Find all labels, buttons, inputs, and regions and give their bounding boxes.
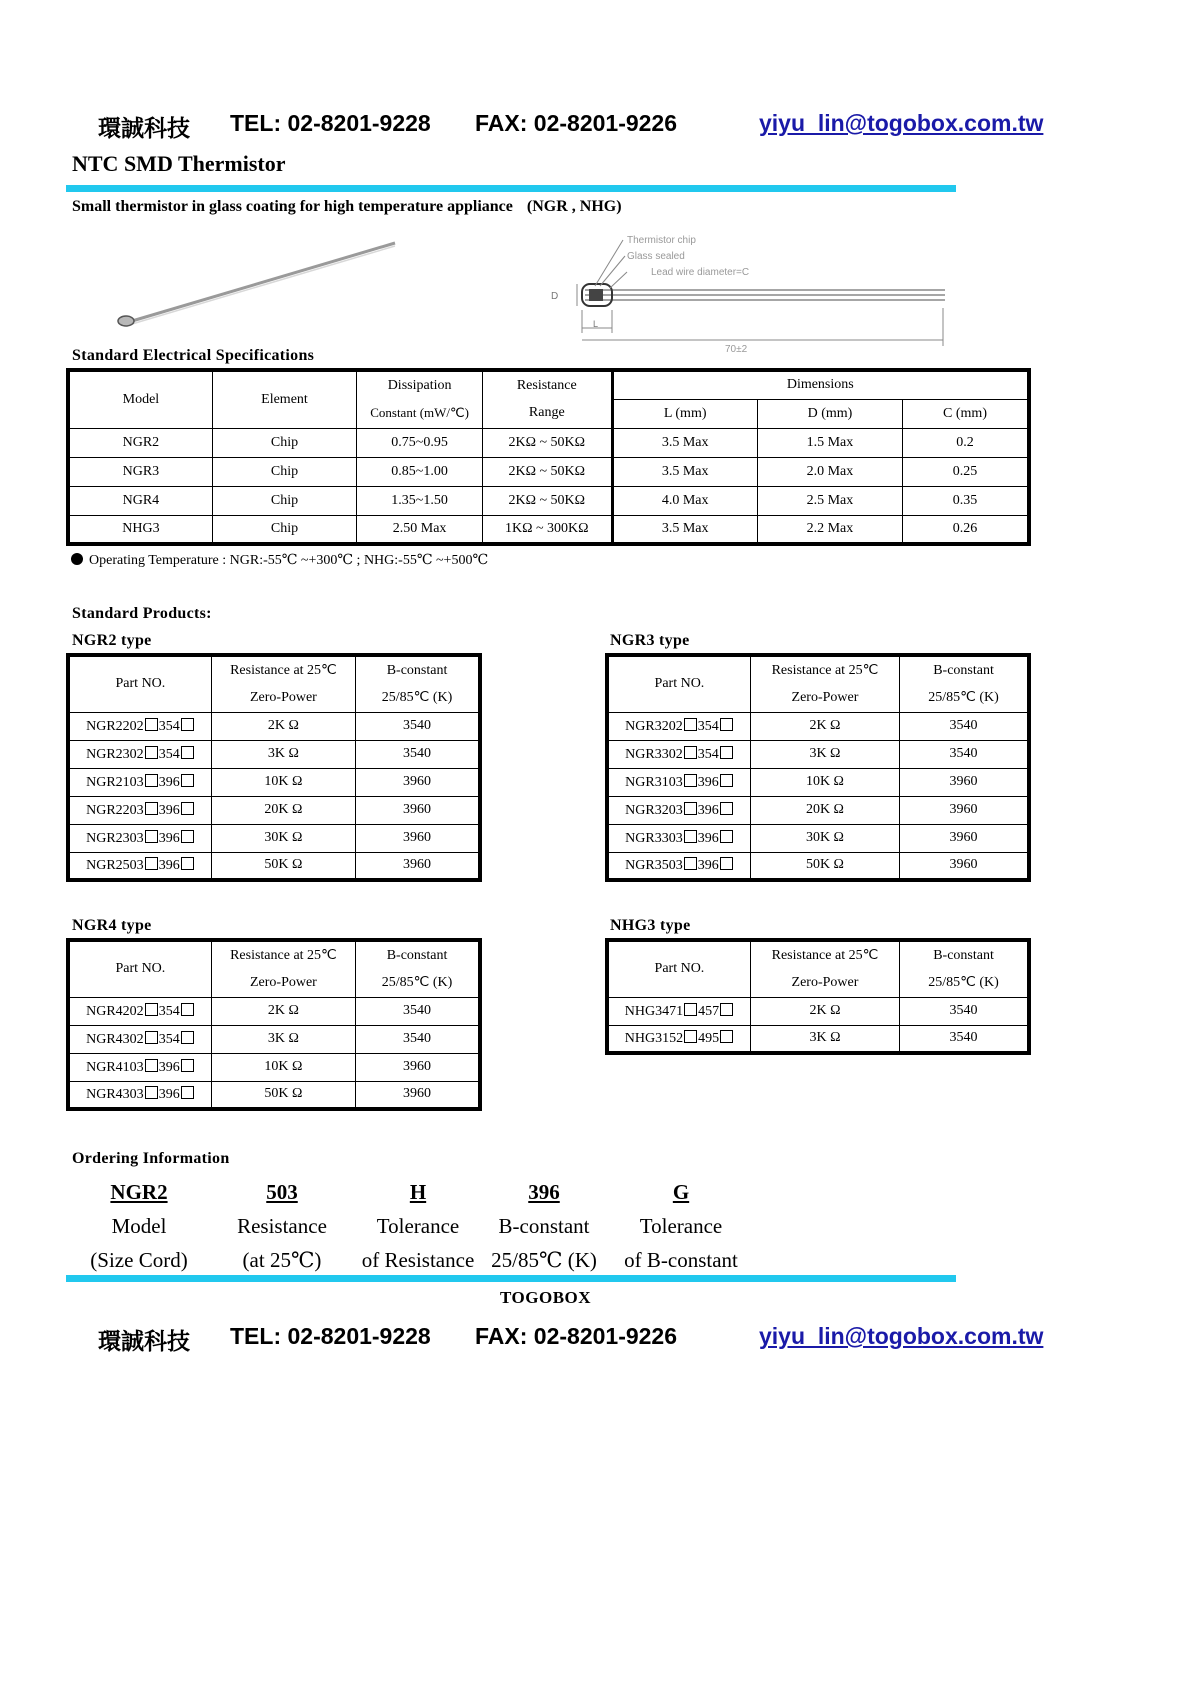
- cell-c: 0.35: [903, 486, 1029, 515]
- cell-resistance: 20K Ω: [211, 796, 355, 824]
- cell-part-no: [607, 796, 750, 824]
- checkbox-icon: [181, 1086, 194, 1099]
- checkbox-icon: [684, 746, 697, 759]
- checkbox-icon: [145, 774, 158, 787]
- checkbox-icon: [720, 802, 733, 815]
- cell-part-no: [607, 1025, 750, 1053]
- company-name-bottom: 環誠科技: [98, 1329, 190, 1355]
- cell-resistance: 10K Ω: [750, 768, 899, 796]
- cell-d: 2.5 Max: [757, 486, 902, 515]
- cell-resistance: 50K Ω: [211, 1081, 355, 1109]
- part-prefix: NGR3203: [625, 802, 683, 818]
- checkbox-icon: [181, 857, 194, 870]
- cell-resistance-range: 2KΩ ~ 50KΩ: [483, 457, 613, 486]
- order-code-1: 503: [266, 1180, 298, 1204]
- cell-bconstant: 3960: [356, 824, 480, 852]
- thermistor-photo: [110, 235, 410, 335]
- part-bcode: 396: [158, 1086, 180, 1102]
- part-bcode: 396: [158, 830, 180, 846]
- dimension-drawing: [545, 228, 955, 358]
- part-bcode: 396: [158, 857, 180, 873]
- part-bcode: 354: [697, 718, 719, 734]
- cell-model: NHG3: [68, 515, 212, 544]
- cell-model: NGR3: [68, 457, 212, 486]
- part-prefix: NGR4303: [86, 1086, 144, 1102]
- cell-c: 0.2: [903, 428, 1029, 457]
- table-row: [68, 712, 480, 740]
- cell-resistance: 10K Ω: [211, 1053, 355, 1081]
- checkbox-icon: [145, 802, 158, 815]
- ngr4-table: [66, 938, 482, 1111]
- table-row: [607, 997, 1029, 1025]
- th-resistance-2: Zero-Power: [750, 969, 899, 997]
- part-bcode: 354: [158, 718, 180, 734]
- th-element: Element: [212, 370, 356, 428]
- operating-temp: Operating Temperature : NGR:-55℃ ~+300℃ ; NHG:-55℃ ~+500℃: [71, 552, 488, 569]
- glass-label: Glass sealed: [627, 251, 685, 262]
- cell-bconstant: 3960: [900, 824, 1029, 852]
- cell-bconstant: 3540: [900, 740, 1029, 768]
- cell-part-no: [607, 768, 750, 796]
- cell-bconstant: 3960: [356, 796, 480, 824]
- cell-bconstant: 3540: [356, 997, 480, 1025]
- part-prefix: NGR3503: [625, 857, 683, 873]
- checkbox-icon: [145, 746, 158, 759]
- part-prefix: NHG3471: [624, 1003, 684, 1019]
- cell-part-no: [68, 740, 211, 768]
- cell-dissipation: 0.85~1.00: [357, 457, 483, 486]
- cell-resistance: 3K Ω: [211, 1025, 355, 1053]
- th-dissipation-1: Dissipation: [357, 370, 483, 399]
- cell-c: 0.26: [903, 515, 1029, 544]
- cell-model: NGR4: [68, 486, 212, 515]
- th-dimensions: Dimensions: [612, 370, 1029, 399]
- table-row: [68, 486, 1029, 515]
- checkbox-icon: [145, 1059, 158, 1072]
- cell-resistance: 2K Ω: [750, 712, 899, 740]
- cell-resistance: 50K Ω: [750, 852, 899, 880]
- ngr3-title: NGR3 type: [610, 632, 690, 649]
- order-sublabel-1: (at 25℃): [242, 1248, 322, 1272]
- table-row: [68, 1081, 480, 1109]
- part-bcode: 396: [158, 802, 180, 818]
- spec-rows: [68, 428, 1029, 544]
- order-label-3: B-constant: [498, 1214, 590, 1238]
- cell-part-no: [68, 712, 211, 740]
- cell-l: 3.5 Max: [612, 457, 757, 486]
- nhg3-title: NHG3 type: [610, 917, 691, 934]
- page-title: NTC SMD Thermistor: [72, 151, 286, 176]
- bullet-icon: [71, 553, 83, 565]
- cell-part-no: [607, 852, 750, 880]
- th-resistance-2: Zero-Power: [211, 684, 355, 712]
- order-sublabel-3: 25/85℃ (K): [491, 1248, 597, 1272]
- checkbox-icon: [181, 1003, 194, 1016]
- part-prefix: NGR2202: [86, 718, 144, 734]
- subtitle: Small thermistor in glass coating for high temperature appliance (NGR , NHG): [72, 198, 622, 215]
- company-name: 環誠科技: [98, 116, 190, 142]
- part-prefix: NGR2303: [86, 830, 144, 846]
- checkbox-icon: [720, 830, 733, 843]
- table-row: [607, 1025, 1029, 1053]
- table-row: [68, 740, 480, 768]
- table-row: [68, 997, 480, 1025]
- checkbox-icon: [684, 857, 697, 870]
- part-prefix: NHG3152: [624, 1030, 684, 1046]
- cell-c: 0.25: [903, 457, 1029, 486]
- order-code-2: H: [409, 1180, 427, 1204]
- th-bconst-1: B-constant: [900, 940, 1029, 969]
- table-row: [68, 852, 480, 880]
- checkbox-icon: [181, 746, 194, 759]
- th-part-no: Part NO.: [607, 940, 750, 997]
- cell-resistance: 30K Ω: [750, 824, 899, 852]
- order-sublabel-0: (Size Cord): [90, 1248, 188, 1272]
- cell-element: Chip: [212, 515, 356, 544]
- cell-resistance: 3K Ω: [211, 740, 355, 768]
- checkbox-icon: [181, 718, 194, 731]
- th-bconst-2: 25/85℃ (K): [356, 684, 480, 712]
- cell-bconstant: 3540: [900, 712, 1029, 740]
- th-c: C (mm): [903, 399, 1029, 428]
- th-bconst-2: 25/85℃ (K): [356, 969, 480, 997]
- cell-resistance: 2K Ω: [211, 997, 355, 1025]
- table-row: [68, 796, 480, 824]
- ordering-heading: Ordering Information: [72, 1150, 230, 1167]
- cell-part-no: [607, 997, 750, 1025]
- cell-d: 2.2 Max: [757, 515, 902, 544]
- checkbox-icon: [684, 1030, 697, 1043]
- cell-element: Chip: [212, 428, 356, 457]
- cell-l: 3.5 Max: [612, 428, 757, 457]
- ngr4-title: NGR4 type: [72, 917, 152, 934]
- cell-bconstant: 3960: [900, 796, 1029, 824]
- table-row: [607, 796, 1029, 824]
- table-row: [607, 768, 1029, 796]
- checkbox-icon: [145, 1086, 158, 1099]
- part-bcode: 396: [697, 857, 719, 873]
- tel-bottom: TEL: 02-8201-9228: [230, 1323, 431, 1349]
- chip-label: Thermistor chip: [627, 235, 696, 246]
- tel: TEL: 02-8201-9228: [230, 110, 431, 136]
- cell-part-no: [607, 740, 750, 768]
- checkbox-icon: [720, 774, 733, 787]
- th-resistance-1: Resistance at 25℃: [211, 655, 355, 684]
- checkbox-icon: [720, 857, 733, 870]
- cell-resistance-range: 1KΩ ~ 300KΩ: [483, 515, 613, 544]
- th-resistance-1: Resistance at 25℃: [211, 940, 355, 969]
- cell-bconstant: 3540: [900, 1025, 1029, 1053]
- cell-part-no: [68, 1081, 211, 1109]
- part-bcode: 396: [697, 774, 719, 790]
- part-bcode: 396: [697, 802, 719, 818]
- cell-bconstant: 3960: [356, 1053, 480, 1081]
- top-header: [98, 110, 1048, 143]
- th-part-no: Part NO.: [68, 940, 211, 997]
- part-prefix: NGR2302: [86, 746, 144, 762]
- cell-dissipation: 0.75~0.95: [357, 428, 483, 457]
- order-code-4: G: [672, 1180, 690, 1204]
- checkbox-icon: [145, 1031, 158, 1044]
- cell-resistance: 20K Ω: [750, 796, 899, 824]
- checkbox-icon: [684, 1003, 697, 1016]
- order-sublabel-2: of Resistance: [361, 1248, 475, 1272]
- lead-label: Lead wire diameter=C: [651, 267, 750, 278]
- email-link-bottom[interactable]: yiyu_lin@togobox.com.tw: [759, 1323, 1044, 1349]
- fax-bottom: FAX: 02-8201-9226: [475, 1323, 678, 1349]
- table-row: [68, 457, 1029, 486]
- cell-resistance: 3K Ω: [750, 1025, 899, 1053]
- bottom-divider: [66, 1275, 956, 1282]
- cell-bconstant: 3540: [900, 997, 1029, 1025]
- cell-part-no: [68, 796, 211, 824]
- part-bcode: 354: [158, 1003, 180, 1019]
- footer-brand: TOGOBOX: [500, 1288, 592, 1307]
- ngr3-table: [605, 653, 1031, 882]
- th-bconst-1: B-constant: [356, 940, 480, 969]
- part-prefix: NGR3302: [625, 746, 683, 762]
- checkbox-icon: [720, 718, 733, 731]
- cell-resistance-range: 2KΩ ~ 50KΩ: [483, 428, 613, 457]
- table-row: [68, 1053, 480, 1081]
- th-l: L (mm): [612, 399, 757, 428]
- cell-resistance: 2K Ω: [211, 712, 355, 740]
- dim-l-label: L: [593, 319, 599, 329]
- order-label-4: Tolerance: [639, 1214, 723, 1238]
- products-heading: Standard Products:: [72, 605, 212, 622]
- bottom-header: [98, 1323, 1048, 1356]
- checkbox-icon: [684, 774, 697, 787]
- part-bcode: 457: [698, 1003, 720, 1019]
- th-resistance-2: Range: [483, 399, 613, 428]
- th-resistance-2: Zero-Power: [211, 969, 355, 997]
- checkbox-icon: [684, 830, 697, 843]
- part-prefix: NGR3303: [625, 830, 683, 846]
- table-row: [607, 852, 1029, 880]
- part-prefix: NGR4302: [86, 1031, 144, 1047]
- dim-d-label: D: [551, 291, 559, 302]
- checkbox-icon: [181, 802, 194, 815]
- cell-l: 4.0 Max: [612, 486, 757, 515]
- th-model: Model: [68, 370, 212, 428]
- cell-part-no: [68, 824, 211, 852]
- order-code-0: NGR2: [110, 1180, 168, 1204]
- cell-bconstant: 3540: [356, 1025, 480, 1053]
- checkbox-icon: [720, 1003, 733, 1016]
- cell-model: NGR2: [68, 428, 212, 457]
- checkbox-icon: [145, 857, 158, 870]
- cell-resistance: 2K Ω: [750, 997, 899, 1025]
- checkbox-icon: [145, 1003, 158, 1016]
- part-bcode: 396: [158, 1059, 180, 1075]
- top-divider: [66, 185, 956, 192]
- cell-part-no: [68, 1025, 211, 1053]
- checkbox-icon: [181, 830, 194, 843]
- checkbox-icon: [181, 1031, 194, 1044]
- order-sublabel-4: of B-constant: [624, 1248, 738, 1272]
- table-row: [607, 740, 1029, 768]
- dim-total-label: 70±2: [725, 344, 748, 355]
- spec-heading: Standard Electrical Specifications: [72, 347, 315, 364]
- table-row: [68, 515, 1029, 544]
- email-link[interactable]: yiyu_lin@togobox.com.tw: [759, 110, 1044, 136]
- th-resistance-1: Resistance at 25℃: [750, 655, 899, 684]
- cell-bconstant: 3960: [356, 852, 480, 880]
- th-dissipation-2: Constant (mW/℃): [357, 399, 483, 428]
- order-label-0: Model: [111, 1214, 167, 1238]
- checkbox-icon: [181, 1059, 194, 1072]
- part-bcode: 354: [158, 746, 180, 762]
- table-row: [68, 768, 480, 796]
- cell-bconstant: 3960: [356, 1081, 480, 1109]
- table-row: [68, 1025, 480, 1053]
- nhg3-table: [605, 938, 1031, 1055]
- th-resistance-2: Zero-Power: [750, 684, 899, 712]
- cell-bconstant: 3960: [900, 852, 1029, 880]
- th-resistance-1: Resistance at 25℃: [750, 940, 899, 969]
- cell-element: Chip: [212, 457, 356, 486]
- part-bcode: 354: [158, 1031, 180, 1047]
- order-label-1: Resistance: [237, 1214, 327, 1238]
- cell-part-no: [68, 768, 211, 796]
- table-row: [607, 824, 1029, 852]
- part-prefix: NGR2203: [86, 802, 144, 818]
- checkbox-icon: [684, 718, 697, 731]
- part-prefix: NGR2103: [86, 774, 144, 790]
- ngr2-title: NGR2 type: [72, 632, 152, 649]
- cell-dissipation: 2.50 Max: [357, 515, 483, 544]
- ngr2-table: [66, 653, 482, 882]
- cell-part-no: [607, 712, 750, 740]
- th-bconst-1: B-constant: [900, 655, 1029, 684]
- part-bcode: 396: [158, 774, 180, 790]
- th-bconst-2: 25/85℃ (K): [900, 684, 1029, 712]
- part-bcode: 396: [697, 830, 719, 846]
- table-row: [68, 824, 480, 852]
- cell-bconstant: 3540: [356, 740, 480, 768]
- cell-element: Chip: [212, 486, 356, 515]
- th-d: D (mm): [757, 399, 902, 428]
- checkbox-icon: [720, 746, 733, 759]
- fax: FAX: 02-8201-9226: [475, 110, 678, 136]
- order-label-2: Tolerance: [376, 1214, 460, 1238]
- cell-resistance: 3K Ω: [750, 740, 899, 768]
- th-bconst-2: 25/85℃ (K): [900, 969, 1029, 997]
- part-bcode: 495: [698, 1030, 720, 1046]
- cell-part-no: [68, 997, 211, 1025]
- table-row: [607, 712, 1029, 740]
- cell-resistance: 30K Ω: [211, 824, 355, 852]
- part-prefix: NGR4103: [86, 1059, 144, 1075]
- checkbox-icon: [145, 830, 158, 843]
- cell-d: 1.5 Max: [757, 428, 902, 457]
- th-part-no: Part NO.: [68, 655, 211, 712]
- part-prefix: NGR3202: [625, 718, 683, 734]
- cell-bconstant: 3960: [356, 768, 480, 796]
- cell-bconstant: 3540: [356, 712, 480, 740]
- order-code-3: 396: [528, 1180, 560, 1204]
- checkbox-icon: [684, 802, 697, 815]
- cell-part-no: [607, 824, 750, 852]
- cell-resistance: 50K Ω: [211, 852, 355, 880]
- cell-d: 2.0 Max: [757, 457, 902, 486]
- cell-l: 3.5 Max: [612, 515, 757, 544]
- cell-part-no: [68, 1053, 211, 1081]
- part-bcode: 354: [697, 746, 719, 762]
- th-part-no: Part NO.: [607, 655, 750, 712]
- table-row: [68, 428, 1029, 457]
- cell-part-no: [68, 852, 211, 880]
- cell-bconstant: 3960: [900, 768, 1029, 796]
- cell-resistance: 10K Ω: [211, 768, 355, 796]
- part-prefix: NGR3103: [625, 774, 683, 790]
- spec-table: [66, 368, 1031, 546]
- part-prefix: NGR4202: [86, 1003, 144, 1019]
- th-resistance-1: Resistance: [483, 370, 613, 399]
- part-prefix: NGR2503: [86, 857, 144, 873]
- checkbox-icon: [145, 718, 158, 731]
- cell-dissipation: 1.35~1.50: [357, 486, 483, 515]
- cell-resistance-range: 2KΩ ~ 50KΩ: [483, 486, 613, 515]
- th-bconst-1: B-constant: [356, 655, 480, 684]
- checkbox-icon: [720, 1030, 733, 1043]
- checkbox-icon: [181, 774, 194, 787]
